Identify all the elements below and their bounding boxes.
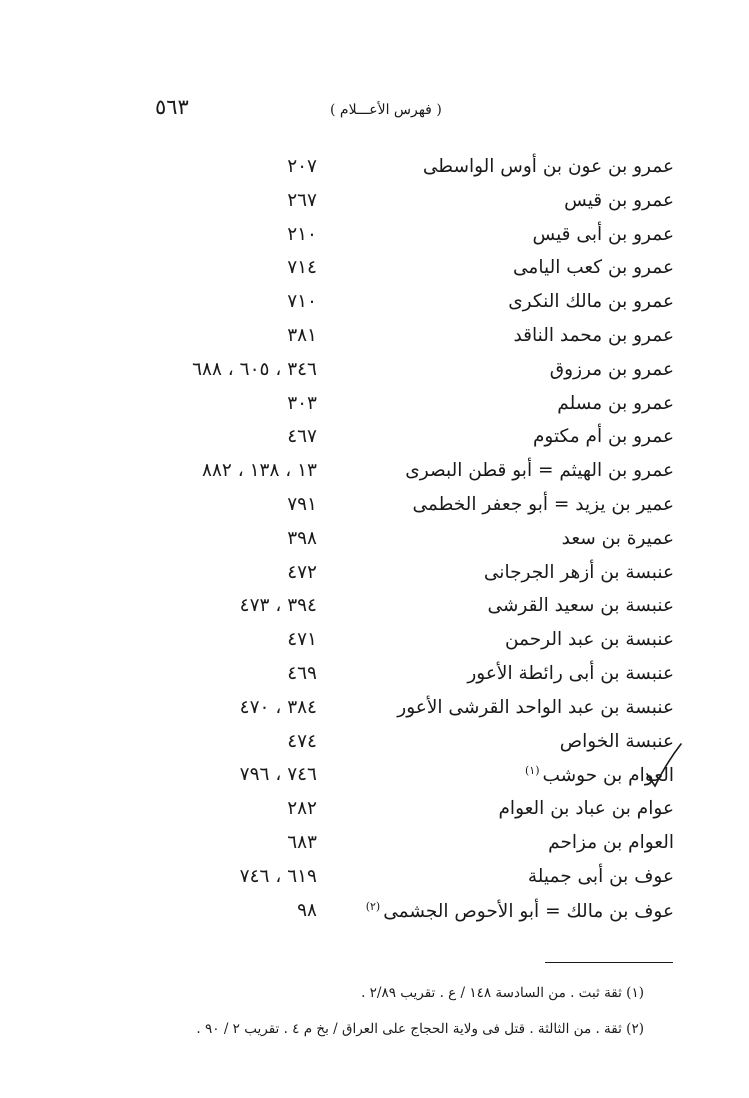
entry-name — [562, 528, 674, 549]
entry-name-text: عنبسة بن أبى رائطة الأعور — [467, 662, 674, 684]
entry-name — [528, 866, 674, 887]
entry-name-text: عمرو بن محمد الناقد — [513, 324, 674, 346]
entry-name-text: عوف بن أبى جميلة — [527, 865, 674, 887]
entry-page-numbers: ٤٧٤ — [287, 730, 317, 752]
index-entry — [0, 558, 749, 592]
index-entry — [0, 321, 749, 355]
entry-page-numbers: ٧١٠ — [287, 291, 317, 313]
footnote — [0, 985, 749, 1021]
entry-page-numbers: ٤٧٢ — [287, 561, 317, 583]
entry-page-numbers: ٧٩١ — [287, 493, 317, 515]
index-entry — [0, 760, 749, 794]
index-entry — [0, 862, 749, 896]
footnote-reference: (١) — [524, 764, 540, 778]
footnote-reference: (٢) — [365, 899, 381, 913]
entry-page-numbers: ٣٨٤ ، ٤٧٠ — [239, 696, 317, 718]
entry-page-numbers: ٢٦٧ — [287, 189, 317, 211]
index-entry — [0, 828, 749, 862]
entry-name — [423, 156, 674, 177]
index-entry — [0, 490, 749, 524]
index-entry — [0, 625, 749, 659]
entry-name — [533, 224, 674, 245]
entry-page-numbers: ٢١٠ — [287, 223, 317, 245]
entry-name-text: عمرو بن مرزوق — [549, 358, 674, 380]
entry-name-text: عنبسة بن عبد الرحمن — [504, 629, 674, 651]
entry-name-text: عمرو بن عون بن أوس الواسطى — [422, 156, 674, 177]
entry-page-numbers: ٣٩٨ — [287, 527, 317, 549]
entry-name — [564, 190, 674, 211]
page-number: ٥٦٣ — [155, 95, 189, 119]
entry-name-text: عنبسة بن عبد الواحد القرشى الأعور — [397, 696, 674, 718]
entry-name-text: عنبسة بن أزهر الجرجانى — [483, 561, 674, 583]
entry-name-text: عوف بن مالك = أبو الأحوص الجشمى — [383, 900, 674, 922]
entry-page-numbers: ٤٦٩ — [287, 662, 317, 684]
entry-page-numbers: ٤٦٧ — [287, 426, 317, 448]
handwritten-check-mark-icon — [645, 740, 685, 790]
entry-name — [467, 663, 674, 684]
entry-name-text: عمرو بن أم مكتوم — [532, 426, 674, 448]
entry-page-numbers: ٢٨٢ — [287, 798, 317, 820]
index-entry — [0, 253, 749, 287]
entry-name-text: عمير بن يزيد = أبو جعفر الخطمى — [412, 493, 674, 515]
entry-name — [412, 494, 674, 515]
footnote-divider — [545, 962, 673, 963]
entry-page-numbers: ٣٠٣ — [287, 392, 317, 414]
entry-page-numbers: ٦٨٣ — [287, 831, 317, 853]
footnotes — [0, 985, 749, 1057]
entry-name — [397, 697, 674, 718]
index-entry — [0, 422, 749, 456]
entry-name — [508, 291, 674, 312]
entry-page-numbers: ٤٧١ — [287, 629, 317, 651]
index-entry — [0, 693, 749, 727]
entry-name-text: عنبسة الخواص — [559, 730, 674, 752]
entry-name — [505, 629, 674, 650]
index-entry — [0, 794, 749, 828]
index-entry — [0, 524, 749, 558]
footnote-text: (١) ثقة ثبت . من السادسة ١٤٨ / ع . تقريب ٢/٨٩ . — [361, 985, 644, 1001]
entry-name — [548, 832, 674, 853]
entry-page-numbers: ٩٨ — [297, 899, 317, 921]
index-entry — [0, 220, 749, 254]
index-entry — [0, 727, 749, 761]
index-entry — [0, 152, 749, 186]
entry-name — [488, 595, 674, 616]
entry-page-numbers: ٣٩٤ ، ٤٧٣ — [239, 595, 317, 617]
entry-name-text: عميرة بن سعد — [561, 527, 674, 549]
index-entry — [0, 355, 749, 389]
entry-name — [484, 562, 674, 583]
running-header: ( فهرس الأعـــلام ) — [330, 102, 442, 118]
index-entries — [0, 152, 749, 929]
index-entry — [0, 659, 749, 693]
entry-page-numbers: ٧١٤ — [287, 257, 317, 279]
entry-name — [363, 900, 674, 922]
entry-name-text: عمرو بن قيس — [564, 189, 674, 211]
entry-name-text: العوام بن حوشب — [542, 765, 674, 787]
index-entry — [0, 591, 749, 625]
entry-name — [513, 257, 674, 278]
entry-page-numbers: ٧٤٦ ، ٧٩٦ — [239, 764, 317, 786]
footnote — [0, 1021, 749, 1057]
entry-name — [498, 798, 674, 819]
entry-page-numbers: ١٣ ، ١٣٨ ، ٨٨٢ — [202, 460, 317, 482]
index-entry — [0, 896, 749, 930]
entry-name — [550, 359, 674, 380]
entry-name-text: عمرو بن مالك النكرى — [508, 291, 674, 313]
index-entry — [0, 456, 749, 490]
entry-name-text: عمرو بن أبى قيس — [532, 223, 674, 245]
entry-name-text: عنبسة بن سعيد القرشى — [487, 595, 674, 617]
entry-name-text: عوام بن عباد بن العوام — [498, 798, 674, 820]
entry-name-text: عمرو بن مسلم — [557, 392, 674, 414]
entry-page-numbers: ٣٨١ — [287, 324, 317, 346]
entry-page-numbers: ٦١٩ ، ٧٤٦ — [239, 865, 317, 887]
entry-name-text: العوام بن مزاحم — [548, 831, 674, 853]
index-entry — [0, 186, 749, 220]
index-entry — [0, 287, 749, 321]
footnote-text: (٢) ثقة . من الثالثة . قتل فى ولاية الحجاج على العراق / بخ م ٤ . تقريب ٢ / ٩٠ . — [196, 1021, 644, 1037]
entry-page-numbers: ٢٠٧ — [287, 156, 317, 177]
entry-name-text: عمرو بن كعب اليامى — [513, 257, 674, 279]
entry-name — [405, 460, 674, 481]
entry-name-text: عمرو بن الهيثم = أبو قطن البصرى — [405, 460, 674, 482]
entry-name — [513, 325, 674, 346]
entry-name — [557, 393, 674, 414]
entry-page-numbers: ٣٤٦ ، ٦٠٥ ، ٦٨٨ — [192, 358, 317, 380]
index-entry — [0, 389, 749, 423]
entry-name — [533, 426, 674, 447]
